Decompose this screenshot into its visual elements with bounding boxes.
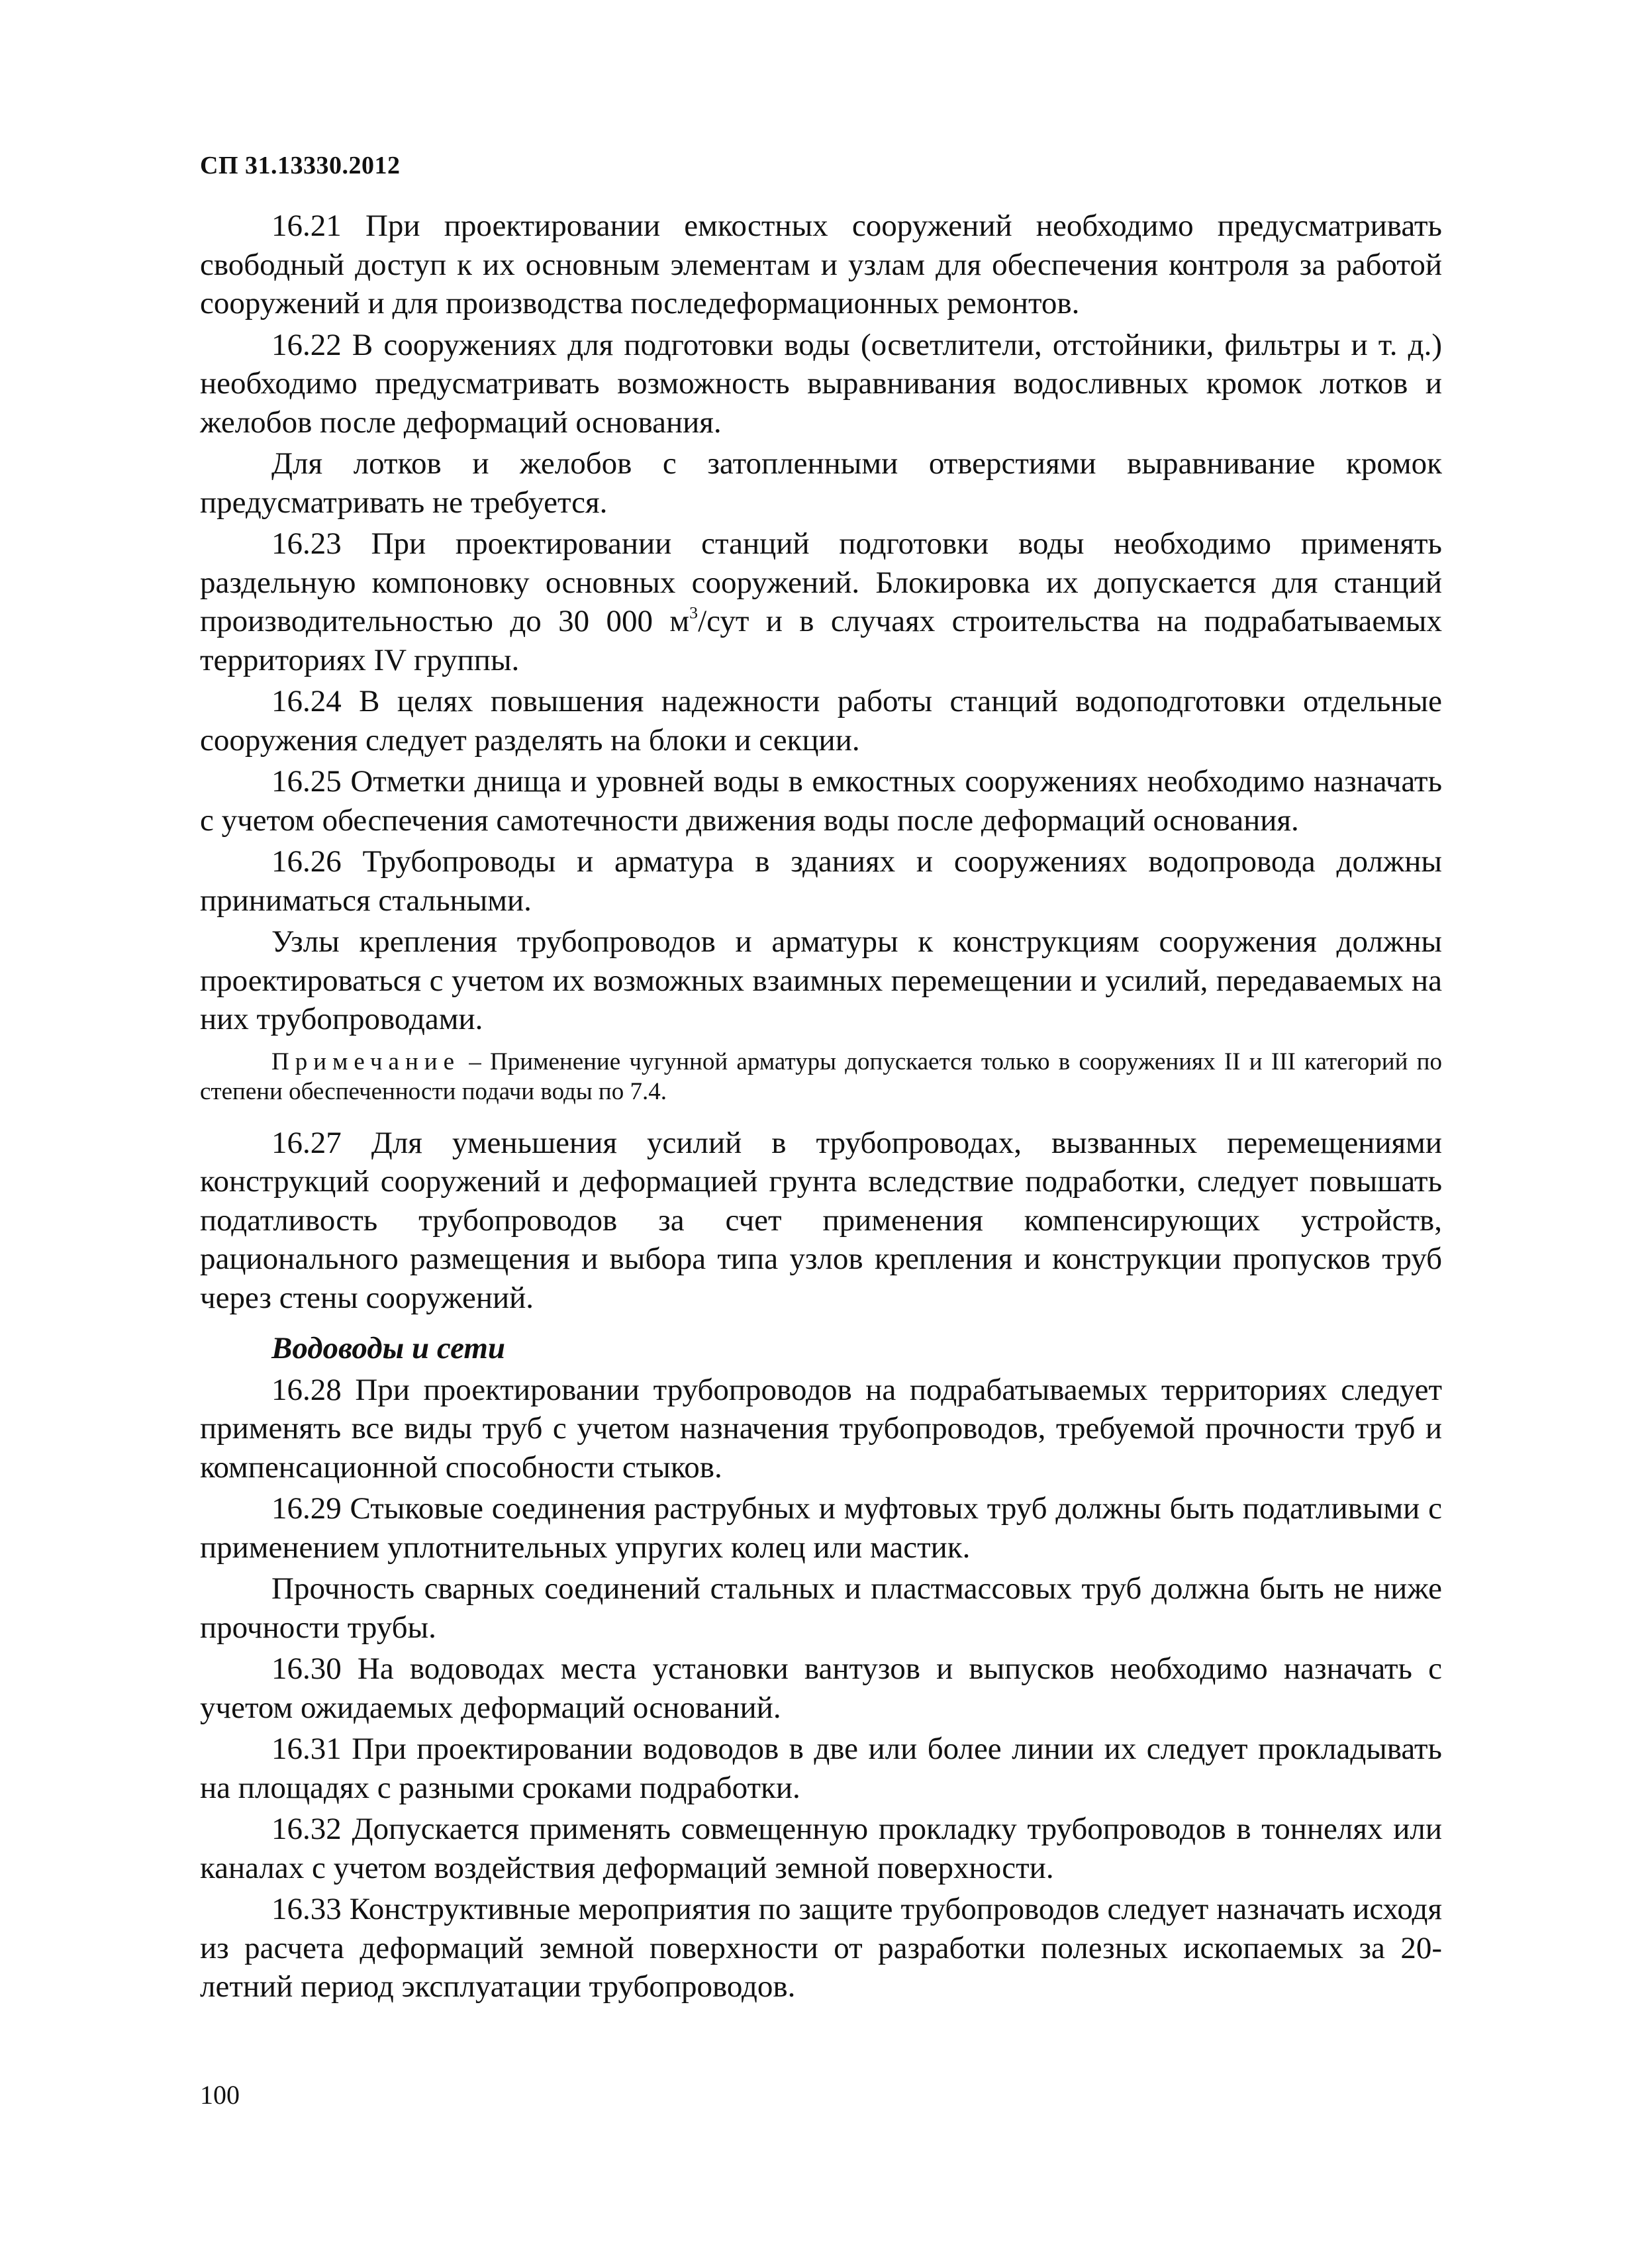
paragraph-16-28: 16.28 При проектировании трубопроводов на подрабатываемых территориях следует применять все виды труб с учетом назначения трубопроводов, требуемой прочности труб и компенсационной способности стыков. <box>200 1372 1442 1485</box>
paragraph-16-29-continued: Прочность сварных соединений стальных и пластмассовых труб должна быть не ниже прочности трубы. <box>200 1571 1442 1645</box>
paragraph-16-24: 16.24 В целях повышения надежности работы станций водоподготовки отдельные сооружения следует разделять на блоки и секции. <box>200 684 1442 758</box>
paragraph-16-26-continued: Узлы крепления трубопроводов и арматуры к конструкциям сооружения должны проектироваться с учетом их возможных взаимных перемещении и усилий, передаваемых на них трубопроводами. <box>200 924 1442 1036</box>
paragraph-16-23 <box>200 524 1442 679</box>
paragraph-16-22: 16.22 В сооружениях для подготовки воды (осветлители, отстойники, фильтры и т. д.) необходимо предусматривать возможность выравнивания водосливных кромок лотков и желобов после деформаций основания. <box>200 327 1442 440</box>
paragraph-16-31: 16.31 При проектировании водоводов в две или более линии их следует прокладывать на площадях с разными сроками подработки. <box>200 1732 1442 1805</box>
paragraph-16-23-text: 16.23 При проектировании станций подготовки воды необходимо применять раздельную компоновку основных сооружений. Блокировка их допускается для станций производительностью до 30 000 м <box>200 526 1442 638</box>
cubic-superscript: 3 <box>689 603 699 622</box>
page-number: 100 <box>200 2080 240 2110</box>
paragraph-16-32: 16.32 Допускается применять совмещенную прокладку трубопроводов в тоннелях или каналах с учетом воздействия деформаций земной поверхности. <box>200 1812 1442 1885</box>
paragraph-16-23-text-end: /сут и в случаях строительства на подрабатываемых территориях IV группы. <box>200 604 1442 677</box>
paragraph-16-26: 16.26 Трубопроводы и арматура в зданиях и сооружениях водопровода должны приниматься стальными. <box>200 844 1442 918</box>
note-label: Примечание <box>271 1048 460 1075</box>
paragraph-16-27: 16.27 Для уменьшения усилий в трубопроводах, вызванных перемещениями конструкций сооружений и деформацией грунта вследствие подработки, следует повышать податливость трубопроводов за счет применения компенсирующих устройств, рационального размещения и выбора типа узлов крепления и конструкции пропусков труб через стены сооружений. <box>200 1125 1442 1315</box>
paragraph-16-33: 16.33 Конструктивные мероприятия по защите трубопроводов следует назначать исходя из расчета деформаций земной поверхности от разработки полезных ископаемых за 20-летний период эксплуатации трубопроводов. <box>200 1892 1442 2004</box>
page-body <box>200 207 1442 2009</box>
paragraph-16-25: 16.25 Отметки днища и уровней воды в емкостных сооружениях необходимо назначать с учетом обеспечения самотечности движения воды после деформаций основания. <box>200 764 1442 838</box>
section-heading: Водоводы и сети <box>271 1331 506 1365</box>
paragraph-16-29: 16.29 Стыковые соединения раструбных и муфтовых труб должны быть податливыми с применением уплотнительных упругих колец или мастик. <box>200 1491 1442 1565</box>
note <box>200 1047 1442 1107</box>
paragraph-16-30: 16.30 На водоводах места установки вантузов и выпусков необходимо назначать с учетом ожидаемых деформаций оснований. <box>200 1652 1442 1725</box>
paragraph-16-22-continued: Для лотков и желобов с затопленными отверстиями выравнивание кромок предусматривать не требуется. <box>200 446 1442 520</box>
note-text: – Применение чугунной арматуры допускается только в сооружениях II и III категорий по степени обеспеченности подачи воды по 7.4. <box>200 1048 1442 1105</box>
paragraph-16-21: 16.21 При проектировании емкостных сооружений необходимо предусматривать свободный доступ к их основным элементам и узлам для обеспечения контроля за работой сооружений и для производства последеформационных ремонтов. <box>200 209 1442 320</box>
document-code: СП 31.13330.2012 <box>200 152 401 179</box>
